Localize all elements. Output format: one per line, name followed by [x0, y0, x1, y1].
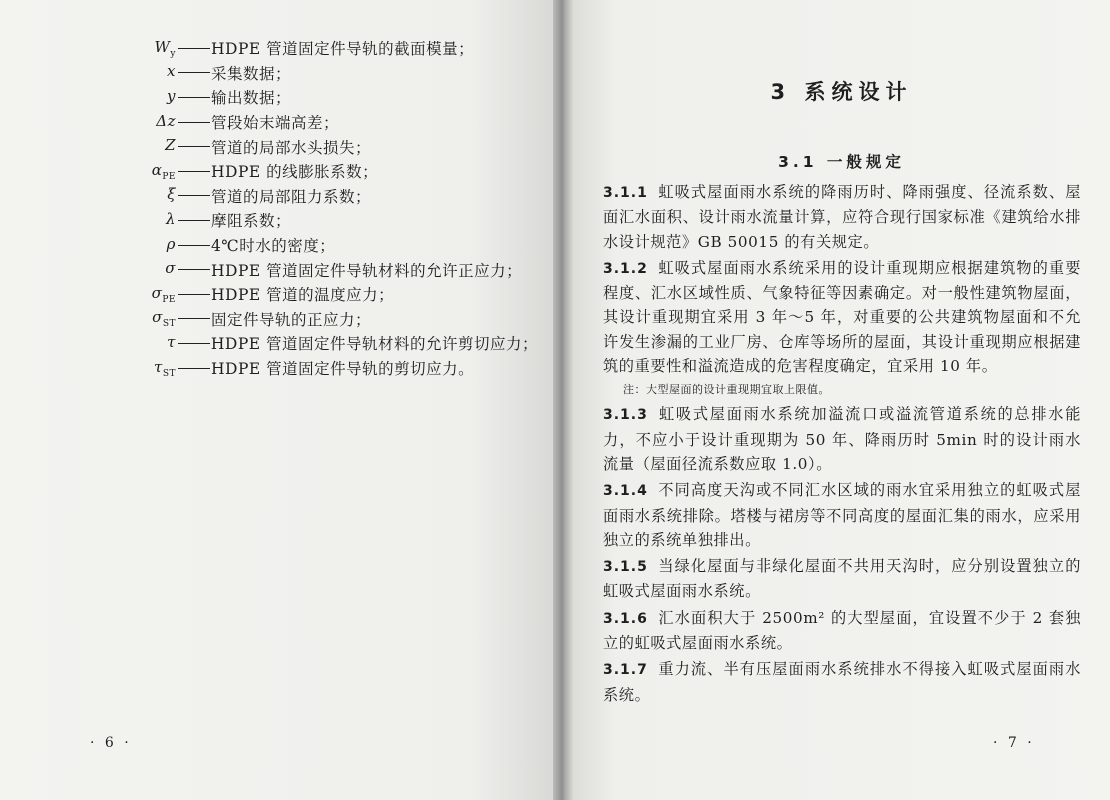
clause-number: 3.1.1: [603, 185, 648, 201]
symbol-description: HDPE 的线膨胀系数；: [211, 163, 379, 182]
symbol: $W_y$: [154, 37, 176, 59]
dash: [178, 146, 210, 147]
clause-text: 虹吸式屋面雨水系统的降雨历时、降雨强度、径流系数、屋面汇水面积、设计雨水流量计算，应符合现行国家标准《建筑给水排水设计规范》GB 50015 的有关规定。: [603, 183, 1081, 251]
dash: [178, 269, 210, 270]
symbol-row: [118, 159, 538, 184]
symbol: ξ: [167, 185, 176, 204]
clause-text: 不同高度天沟或不同汇水区域的雨水宜采用独立的虹吸式屋面雨水系统排除。塔楼与裙房等不同高度的屋面汇集的雨水，应采用独立的系统单独排出。: [603, 481, 1081, 549]
dash: [178, 97, 210, 98]
symbol-description: HDPE 管道的温度应力；: [211, 286, 395, 305]
book-gutter: [553, 0, 573, 800]
clause-number: 3.1.7: [603, 662, 648, 679]
dash: [178, 368, 210, 369]
chapter-title: 3 系统设计: [770, 80, 913, 104]
symbol: ρ: [166, 234, 176, 253]
symbol-row: [118, 257, 538, 282]
dash: [178, 245, 210, 246]
symbol: $\alpha_{PE}$: [151, 160, 176, 182]
dash: [178, 171, 210, 172]
symbol-row: [118, 110, 538, 135]
clause-number: 3.1.5: [603, 559, 648, 576]
symbol: $\sigma_{PE}$: [151, 283, 176, 305]
symbol-description: HDPE 管道固定件导轨的剪切应力。: [211, 360, 475, 379]
dash: [178, 122, 210, 123]
dash: [178, 72, 210, 73]
symbol-row: [118, 233, 538, 258]
clause-text: 汇水面积大于 2500m² 的大型屋面，宜设置不少于 2 套独立的虹吸式屋面雨水系统。: [603, 608, 1081, 653]
clause: [603, 256, 1081, 378]
page-number-left: · 6 ·: [90, 735, 132, 751]
symbol-row: [118, 184, 538, 209]
dash: [178, 294, 210, 295]
symbol-row: [118, 208, 538, 233]
symbol: $\sigma_{ST}$: [152, 308, 176, 330]
symbol-description: 输出数据；: [211, 89, 292, 108]
clause: [603, 478, 1081, 552]
clause-list: [603, 180, 1081, 709]
symbol-row: [118, 61, 538, 86]
clause-number: 3.1.6: [603, 610, 648, 627]
dash: [178, 48, 210, 49]
symbol-description: 采集数据；: [211, 64, 292, 83]
dash: [178, 220, 210, 221]
symbol-row: [118, 282, 538, 307]
symbol: y: [167, 86, 176, 105]
symbol-row: [118, 134, 538, 159]
symbol-description: 管段始末端高差；: [211, 114, 340, 133]
left-page: [0, 0, 553, 800]
symbol: σ: [165, 259, 176, 278]
symbol: Z: [165, 136, 176, 155]
clause-text: 虹吸式屋面雨水系统采用的设计重现期应根据建筑物的重要程度、汇水区域性质、气象特征等因素确定。对一般性建筑物屋面，其设计重现期宜采用 3 年～5 年，对重要的公共建筑物屋面和不允许发生渗漏的工业厂房、仓库等场所的屋面，其设计重现期应根据建筑的重要性和溢流造成的危害程度确定，宜采用 10 年。: [603, 258, 1081, 376]
symbol: x: [167, 62, 176, 81]
clause-note: 注：大型屋面的设计重现期宜取上限值。: [623, 383, 830, 397]
clause-text: 虹吸式屋面雨水系统加溢流口或溢流管道系统的总排水能力，不应小于设计重现期为 50 年、降雨历时 5min 时的设计雨水流量（屋面径流系数应取 1.0）。: [603, 405, 1081, 473]
dash: [178, 343, 210, 344]
page-number-right: · 7 ·: [993, 735, 1035, 751]
symbol-description: 摩阻系数；: [211, 212, 292, 231]
clause: [603, 180, 1081, 254]
symbol-description: HDPE 管道固定件导轨材料的允许剪切应力；: [210, 335, 538, 354]
symbol-row: [118, 307, 538, 332]
clause: [603, 606, 1081, 656]
clause-text: 重力流、半有压屋面雨水系统排水不得接入虹吸式屋面雨水系统。: [603, 660, 1081, 704]
right-page: [573, 0, 1110, 800]
clause: [603, 554, 1081, 604]
symbol: Δz: [156, 111, 176, 130]
clause-text: 当绿化屋面与非绿化屋面不共用天沟时，应分别设置独立的虹吸式屋面雨水系统。: [603, 557, 1081, 601]
symbol-description: 4℃时水的密度；: [211, 237, 336, 256]
symbol: $\tau_{ST}$: [154, 357, 176, 379]
symbol-row: [118, 85, 538, 110]
symbol-row: [118, 356, 538, 381]
clause: [603, 402, 1081, 476]
symbol-description: 固定件导轨的正应力；: [211, 310, 372, 329]
clause-number: 3.1.3: [603, 407, 648, 424]
section-title: 3.1 一般规定: [778, 153, 905, 171]
symbol-row: [118, 331, 538, 356]
symbol-row: [118, 36, 538, 61]
symbol-description: HDPE 管道固定件导轨的截面模量；: [211, 40, 475, 59]
symbol-description: 管道的局部阻力系数；: [211, 187, 372, 206]
dash: [178, 318, 210, 319]
symbol-list: [118, 36, 538, 380]
dash: [178, 195, 210, 196]
symbol: λ: [165, 209, 176, 228]
clause: [603, 657, 1081, 707]
clause-number: 3.1.4: [603, 483, 648, 500]
symbol: τ: [167, 332, 176, 351]
symbol-description: HDPE 管道固定件导轨材料的允许正应力；: [211, 261, 523, 280]
clause-number: 3.1.2: [603, 260, 648, 277]
symbol-description: 管道的局部水头损失；: [211, 138, 372, 157]
